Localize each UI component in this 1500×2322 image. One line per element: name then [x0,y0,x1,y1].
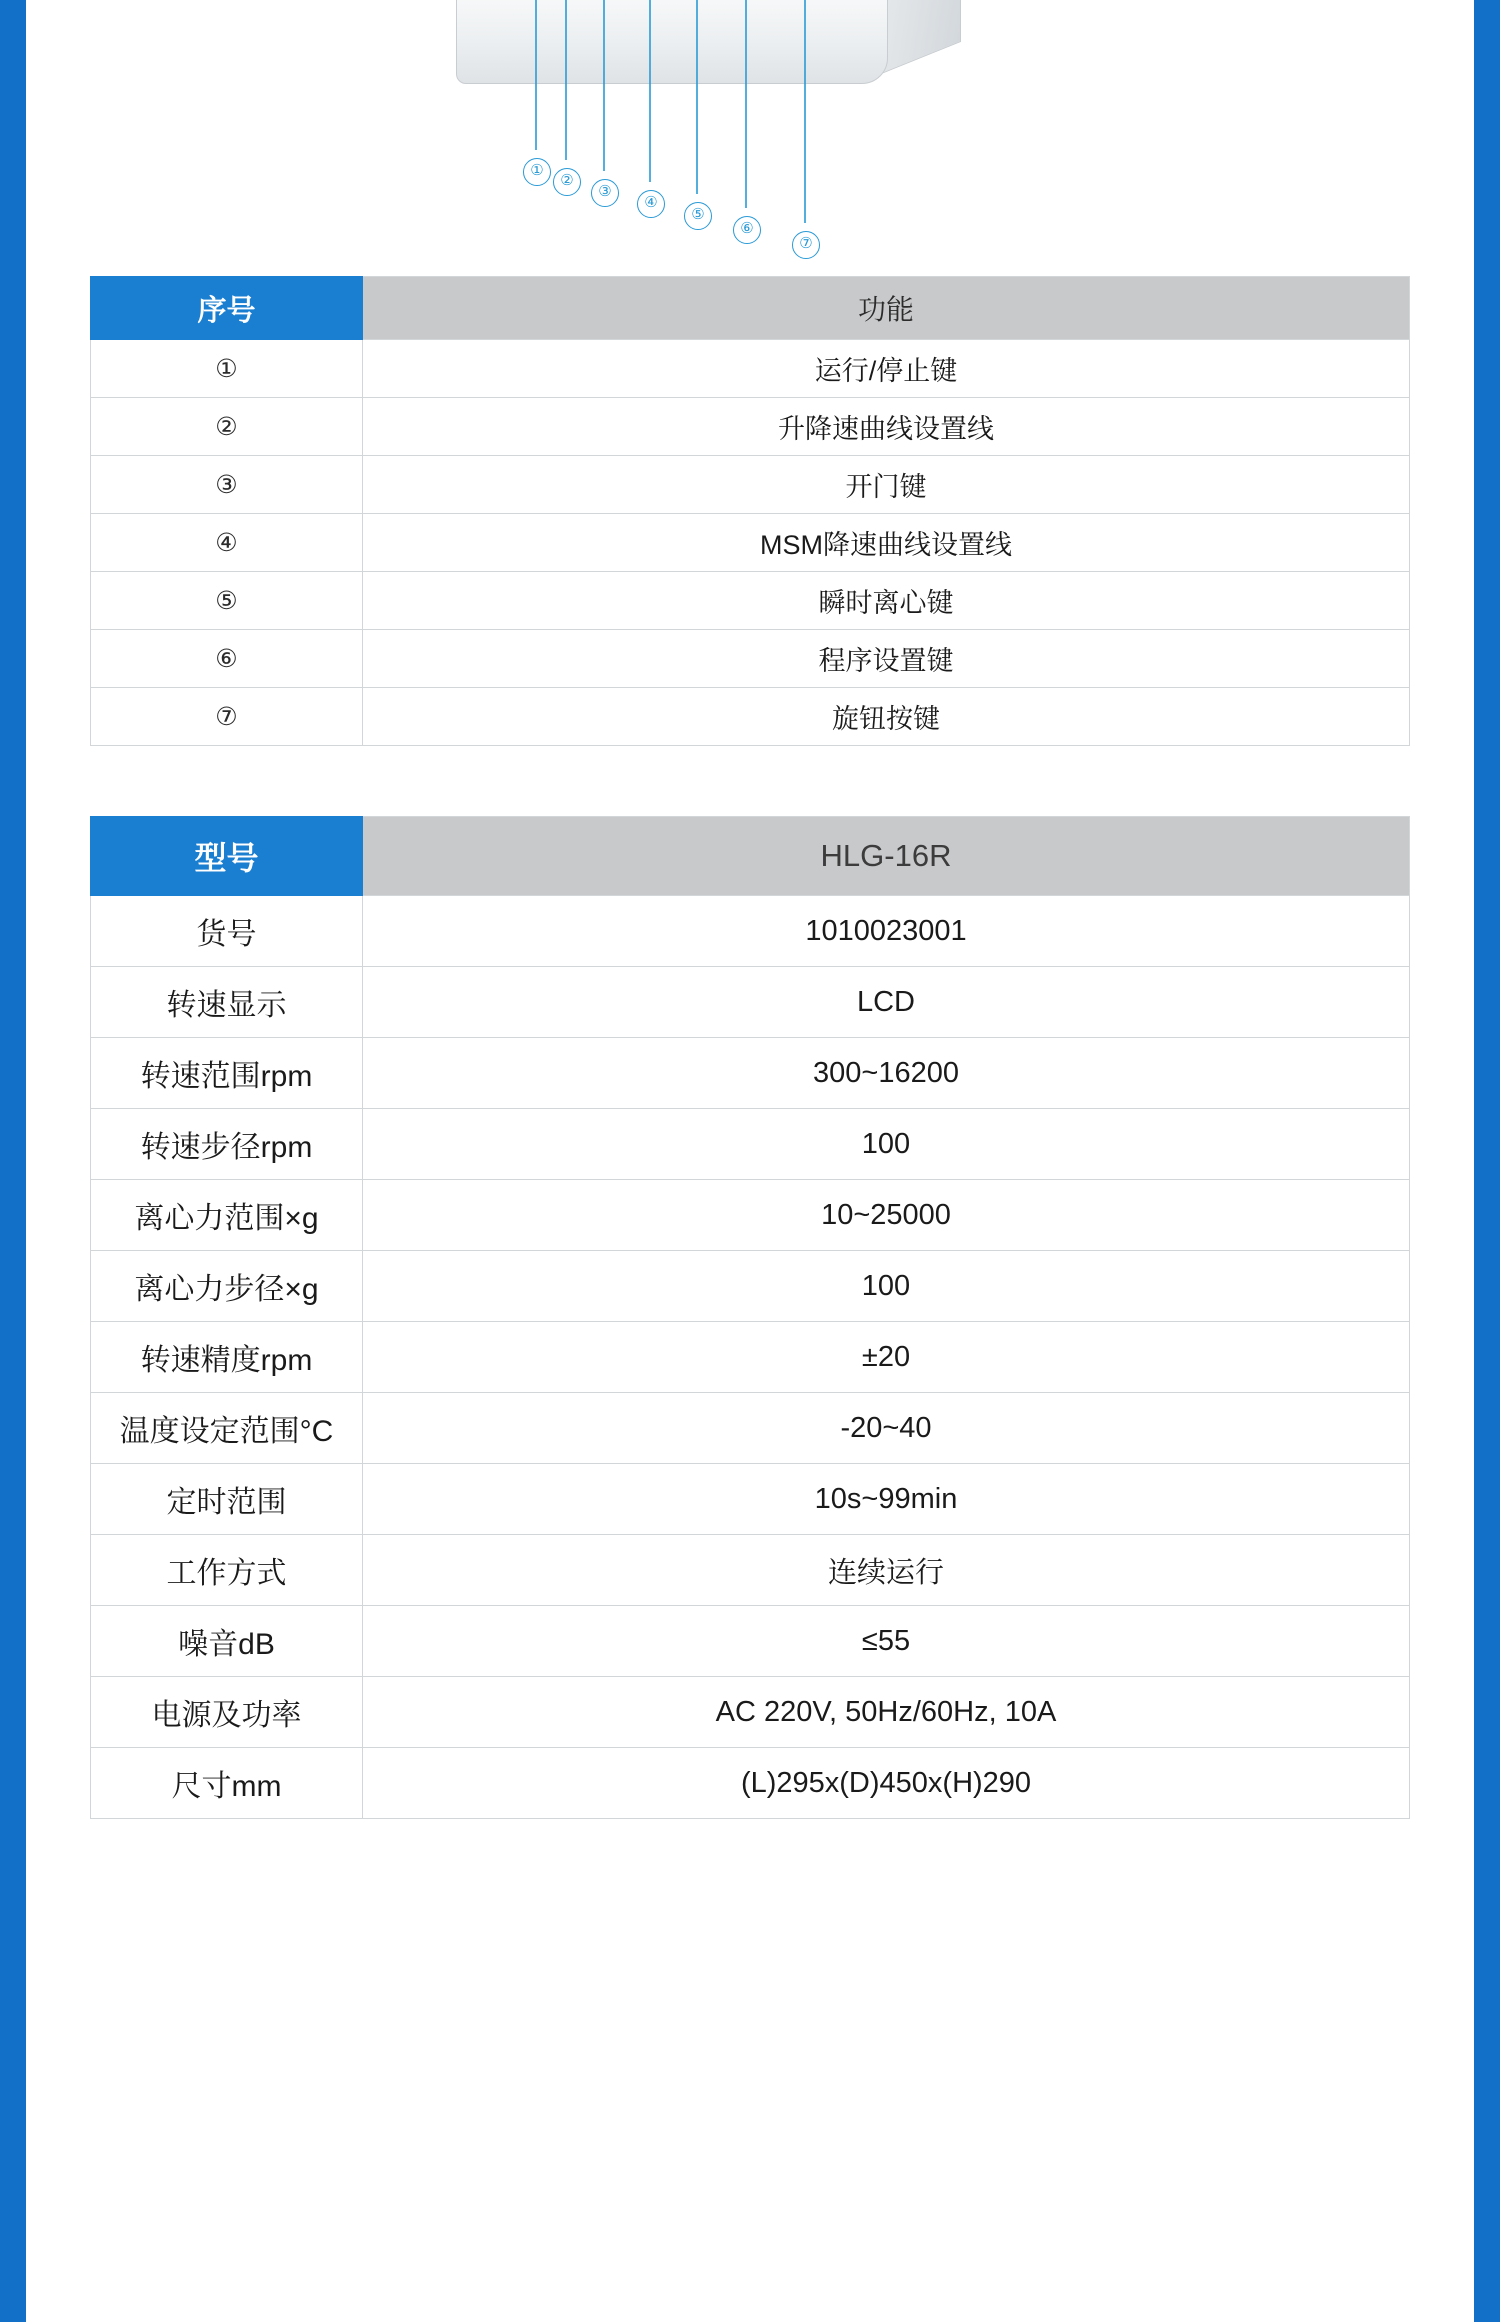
function-table-header-function: 功能 [363,277,1410,340]
table-header-row [91,817,1410,896]
function-label: MSM降速曲线设置线 [363,514,1410,572]
table-row [91,514,1410,572]
table-row [91,1251,1410,1322]
spec-label: 转速显示 [91,967,363,1038]
function-label: 升降速曲线设置线 [363,398,1410,456]
callout-marker-3: ③ [591,179,619,207]
function-table [90,276,1410,746]
table-row [91,967,1410,1038]
spec-label: 定时范围 [91,1464,363,1535]
function-label: 旋钮按键 [363,688,1410,746]
centrifuge-image [426,0,986,100]
table-row [91,1393,1410,1464]
table-row [91,1322,1410,1393]
table-row [91,572,1410,630]
function-index: ③ [91,456,363,514]
table-row [91,1180,1410,1251]
callout-marker-1: ① [523,158,551,186]
spec-label: 离心力步径×g [91,1251,363,1322]
spec-value: 100 [363,1109,1410,1180]
spec-label: 噪音dB [91,1606,363,1677]
spec-value: -20~40 [363,1393,1410,1464]
spec-label: 转速步径rpm [91,1109,363,1180]
spec-value: AC 220V, 50Hz/60Hz, 10A [363,1677,1410,1748]
table-row [91,688,1410,746]
function-table-header-index: 序号 [91,277,363,340]
callout-marker-2: ② [553,168,581,196]
function-label: 程序设置键 [363,630,1410,688]
spec-label: 工作方式 [91,1535,363,1606]
spec-label: 货号 [91,896,363,967]
spec-label: 温度设定范围°C [91,1393,363,1464]
spec-label: 尺寸mm [91,1748,363,1819]
spec-value: ±20 [363,1322,1410,1393]
spec-label: 转速范围rpm [91,1038,363,1109]
spec-value: (L)295x(D)450x(H)290 [363,1748,1410,1819]
callout-marker-5: ⑤ [684,202,712,230]
table-row [91,1535,1410,1606]
function-label: 运行/停止键 [363,340,1410,398]
table-row [91,398,1410,456]
table-row [91,1748,1410,1819]
spec-table-wrap [90,816,1410,1819]
function-index: ⑥ [91,630,363,688]
function-index: ⑤ [91,572,363,630]
function-table-wrap [90,276,1410,746]
spec-label: 电源及功率 [91,1677,363,1748]
centrifuge-side-panel [881,0,961,74]
product-illustration [26,0,1474,258]
function-index: ④ [91,514,363,572]
spec-value: 10~25000 [363,1180,1410,1251]
centrifuge-front-panel [456,0,888,84]
table-row [91,1038,1410,1109]
function-index: ② [91,398,363,456]
spec-table-header-value: HLG-16R [363,817,1410,896]
callout-marker-4: ④ [637,190,665,218]
table-row [91,1464,1410,1535]
callout-marker-7: ⑦ [792,231,820,259]
spec-table-header-model: 型号 [91,817,363,896]
spec-value: 100 [363,1251,1410,1322]
page-border-right [1474,0,1500,2322]
table-header-row [91,277,1410,340]
spec-value: 300~16200 [363,1038,1410,1109]
page-content [26,0,1474,2322]
spec-value: 1010023001 [363,896,1410,967]
function-index: ⑦ [91,688,363,746]
spec-value: 10s~99min [363,1464,1410,1535]
table-row [91,896,1410,967]
spec-value: ≤55 [363,1606,1410,1677]
function-label: 瞬时离心键 [363,572,1410,630]
spec-value: 连续运行 [363,1535,1410,1606]
spec-label: 离心力范围×g [91,1180,363,1251]
callout-marker-6: ⑥ [733,216,761,244]
spec-label: 转速精度rpm [91,1322,363,1393]
table-row [91,630,1410,688]
table-row [91,340,1410,398]
table-row [91,1677,1410,1748]
function-label: 开门键 [363,456,1410,514]
specification-table [90,816,1410,1819]
spec-value: LCD [363,967,1410,1038]
page-border-left [0,0,26,2322]
table-row [91,1109,1410,1180]
table-row [91,456,1410,514]
function-index: ① [91,340,363,398]
table-row [91,1606,1410,1677]
